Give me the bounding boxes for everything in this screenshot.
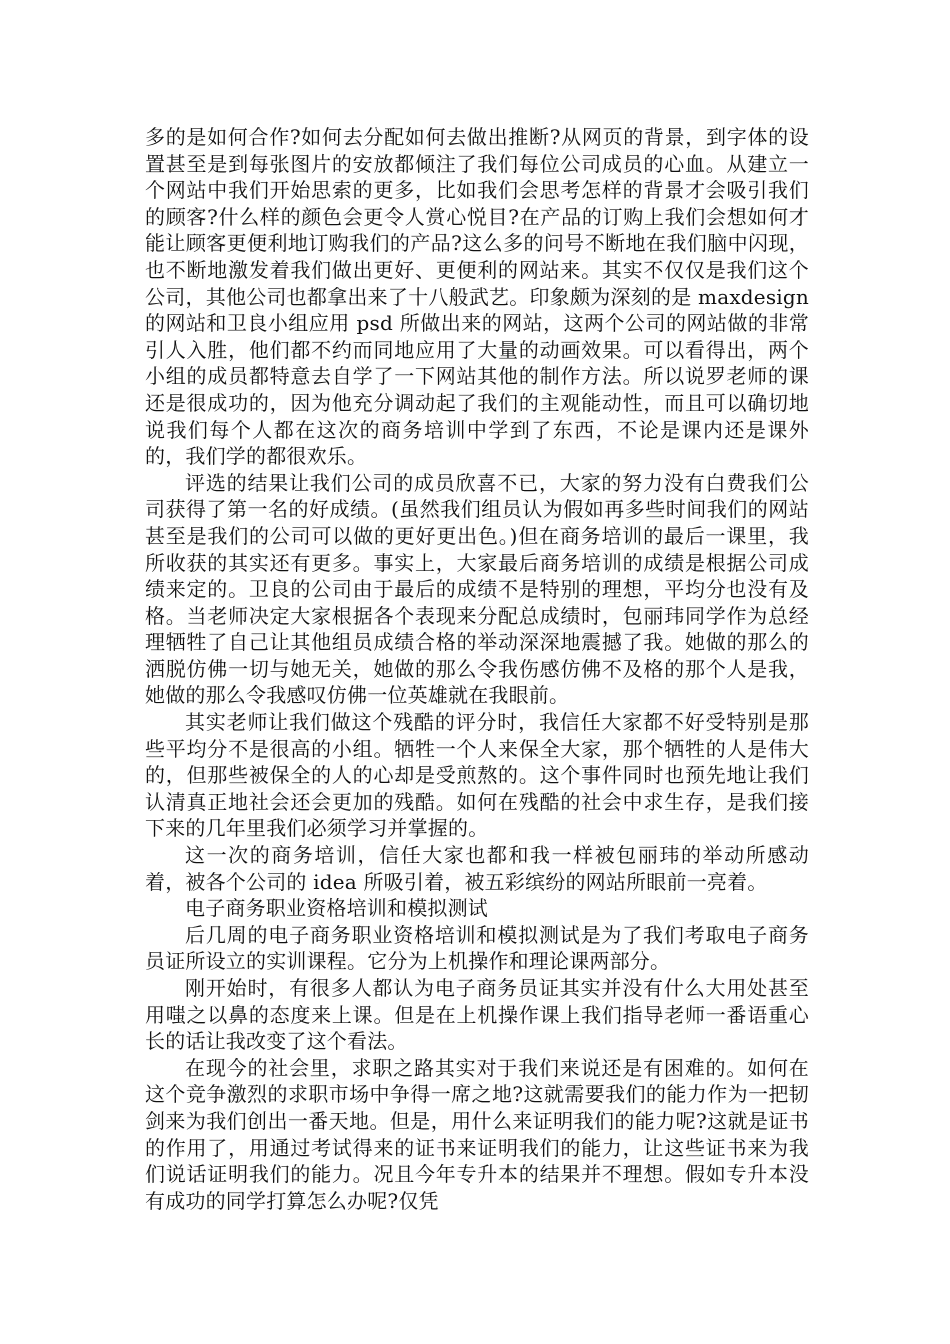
paragraph-6: 刚开始时，有很多人都认为电子商务员证其实并没有什么大用处甚至用嗤之以鼻的态度来上课。但是在上机操作课上我们指导老师一番语重心长的话让我改变了这个看法。 bbox=[145, 976, 809, 1054]
paragraph-3: 其实老师让我们做这个残酷的评分时，我信任大家都不好受特别是那些平均分不是很高的小组。牺牲一个人来保全大家，那个牺牲的人是伟大的，但那些被保全的人的心却是受煎熬的。这个事件同时也预先地让我们认清真正地社会还会更加的残酷。如何在残酷的社会中求生存，是我们接下来的几年里我们必须学习并掌握的。 bbox=[145, 710, 809, 841]
section-heading: 电子商务职业资格培训和模拟测试 bbox=[185, 896, 488, 921]
paragraph-2: 评选的结果让我们公司的成员欣喜不已，大家的努力没有白费我们公司获得了第一名的好成绩。(虽然我们组员认为假如再多些时间我们的网站甚至是我们的公司可以做的更好更出色。)但在商务培训的最后一课里，我所收获的其实还有更多。事实上，大家最后商务培训的成绩是根据公司成绩来定的。卫良的公司由于最后的成绩不是特别的理想，平均分也没有及格。当老师决定大家根据各个表现来分配总成绩时，包丽玮同学作为总经理牺牲了自己让其他组员成绩合格的举动深深地震撼了我。她做的那么的洒脱仿佛一切与她无关，她做的那么令我伤感仿佛不及格的那个人是我，她做的那么令我感叹仿佛一位英雄就在我眼前。 bbox=[145, 470, 809, 708]
paragraph-5: 后几周的电子商务职业资格培训和模拟测试是为了我们考取电子商务员证所设立的实训课程。它分为上机操作和理论课两部分。 bbox=[145, 922, 809, 974]
paragraph-4: 这一次的商务培训，信任大家也都和我一样被包丽玮的举动所感动着，被各个公司的 idea 所吸引着，被五彩缤纷的网站所眼前一亮着。 bbox=[145, 843, 809, 894]
paragraph-1: 多的是如何合作?如何去分配如何去做出推断?从网页的背景，到字体的设置甚至是到每张图片的安放都倾注了我们每位公司成员的心血。从建立一个网站中我们开始思索的更多，比如我们会思考怎样的背景才会吸引我们的顾客?什么样的颜色会更令人赏心悦目?在产品的订购上我们会想如何才能让顾客更便利地订购我们的产品?这么多的问号不断地在我们脑中闪现，也不断地激发着我们做出更好、更便利的网站来。其实不仅仅是我们这个公司，其他公司也都拿出来了十八般武艺。印象颇为深刻的是 maxdesign 的网站和卫良小组应用 psd 所做出来的网站，这两个公司的网站做的非常引人入胜，他们都不约而同地应用了大量的动画效果。可以看得出，两个小组的成员都特意去自学了一下网站其他的制作方法。所以说罗老师的课还是很成功的，因为他充分调动起了我们的主观能动性，而且可以确切地说我们每个人都在这次的商务培训中学到了东西，不论是课内还是课外的，我们学的都很欢乐。 bbox=[145, 125, 809, 469]
paragraph-7: 在现今的社会里，求职之路其实对于我们来说还是有困难的。如何在这个竞争激烈的求职市场中争得一席之地?这就需要我们的能力作为一把韧剑来为我们创出一番天地。但是，用什么来证明我们的能力呢?这就是证书的作用了，用通过考试得来的证书来证明我们的能力，让这些证书来为我们说话证明我们的能力。况且今年专升本的结果并不理想。假如专升本没有成功的同学打算怎么办呢?仅凭 bbox=[145, 1055, 809, 1213]
document-body bbox=[145, 124, 809, 1214]
